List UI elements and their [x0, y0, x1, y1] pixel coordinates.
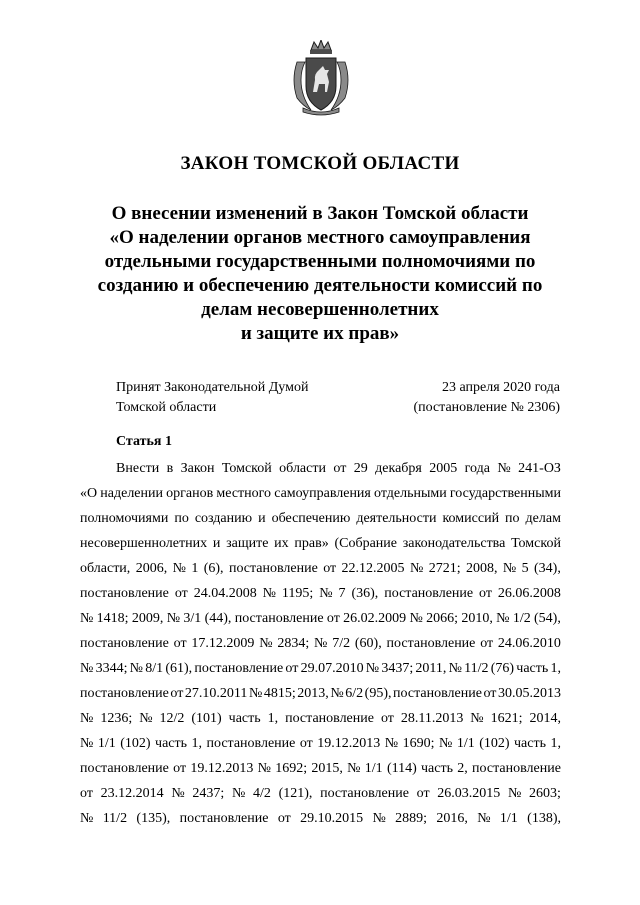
body-word: от — [174, 586, 188, 601]
law-title-line: и защите их прав» — [240, 323, 400, 344]
adopted-by-line: Томской области — [116, 400, 217, 415]
body-word: постановление — [472, 761, 561, 776]
body-word: № — [507, 786, 522, 801]
body-word: 11/2 — [464, 661, 489, 676]
body-word: 8/1 — [145, 661, 164, 676]
body-word: постановление — [194, 661, 284, 676]
body-word: 3/1 — [183, 611, 202, 626]
body-word: (102) — [479, 736, 510, 751]
body-word: по — [174, 511, 189, 526]
body-word: 1, — [267, 711, 279, 726]
body-text-line — [80, 681, 561, 706]
body-word: 2008, — [465, 561, 498, 576]
body-word: № — [139, 711, 153, 726]
body-word: 2005 — [429, 461, 458, 476]
body-text-line — [80, 731, 561, 756]
body-word: № — [262, 586, 276, 601]
body-word: 17.12.2009 — [191, 636, 255, 651]
body-word: № — [248, 686, 263, 701]
body-text-line — [80, 481, 561, 506]
body-word: и — [212, 536, 221, 551]
body-word: (36), — [351, 586, 379, 601]
body-text-line — [80, 806, 561, 831]
body-word: № — [166, 611, 181, 626]
body-text-line — [80, 506, 561, 531]
body-word: 2009, — [131, 611, 164, 626]
body-word: 11/2 — [102, 811, 128, 826]
body-word: постановление — [206, 736, 296, 751]
body-word: 1, — [191, 736, 202, 751]
body-word: № — [129, 661, 144, 676]
body-word: 7/2 — [332, 636, 351, 651]
body-word: 2603; — [529, 786, 561, 801]
article-heading: Статья 1 — [116, 434, 172, 449]
adopted-by-line: Принят Законодательной Думой — [116, 380, 309, 395]
body-word: 1195; — [281, 586, 314, 601]
body-word: их — [274, 536, 289, 551]
body-word: постановление — [320, 786, 409, 801]
body-word: 3344; — [95, 661, 128, 676]
body-word: 19.12.2013 — [190, 761, 254, 776]
body-word: 28.11.2013 — [400, 711, 464, 726]
body-word: 4/2 — [252, 786, 271, 801]
body-word: несовершеннолетних — [80, 536, 208, 551]
body-word: № — [384, 736, 399, 751]
body-word: постановление — [80, 761, 169, 776]
body-word: области, — [80, 561, 131, 576]
body-word: № — [438, 736, 453, 751]
body-word: 22.12.2005 — [341, 561, 405, 576]
article-body — [80, 456, 561, 831]
body-word: № — [497, 461, 511, 476]
body-word: № — [330, 686, 344, 701]
body-word: от — [416, 786, 430, 801]
body-word: 2889; — [395, 811, 428, 826]
body-word: (44), — [204, 611, 232, 626]
body-word: (6), — [203, 561, 224, 576]
body-word: 29.07.2010 — [300, 661, 364, 676]
adopted-by — [116, 378, 308, 418]
body-text-line — [80, 456, 561, 481]
body-word: от — [380, 711, 394, 726]
body-word: № — [314, 636, 328, 651]
adopted-date — [413, 378, 560, 418]
body-word: 26.06.2008 — [497, 586, 561, 601]
body-word: органов — [166, 486, 214, 501]
body-word: от — [173, 636, 187, 651]
body-word: часть — [228, 711, 261, 726]
body-word: 1, — [550, 736, 561, 751]
body-word: 241-ОЗ — [518, 461, 561, 476]
body-word: 2011, — [415, 661, 447, 676]
body-word: 5 — [521, 561, 529, 576]
body-word: Томской — [221, 461, 272, 476]
body-word: от — [479, 586, 492, 601]
body-word: 3437; — [381, 661, 414, 676]
body-word: обеспечению — [271, 511, 351, 526]
body-word: года — [464, 461, 490, 476]
body-word: отдельными — [374, 486, 447, 501]
body-word: № — [409, 561, 424, 576]
body-word: № — [80, 736, 94, 751]
law-title-line: О внесении изменений в Закон Томской области — [111, 203, 529, 224]
body-word: 2015, — [311, 761, 343, 776]
body-word: (138), — [527, 811, 561, 826]
body-word: (60), — [354, 636, 382, 651]
body-word: (135), — [136, 811, 171, 826]
body-word: 26.02.2009 — [343, 611, 407, 626]
body-word: № — [347, 761, 361, 776]
body-word: от — [277, 811, 291, 826]
body-word: от — [326, 611, 340, 626]
body-word: 2721; — [428, 561, 461, 576]
body-word: 1/2 — [512, 611, 531, 626]
body-word: 2, — [457, 761, 468, 776]
body-text-line — [80, 606, 561, 631]
body-word: 12/2 — [159, 711, 185, 726]
body-word: по — [505, 511, 520, 526]
body-word: самоуправления — [274, 486, 371, 501]
body-word: от — [285, 661, 299, 676]
body-word: (102) — [120, 736, 151, 751]
law-title-line: созданию и обеспечению деятельности комиссий по — [97, 275, 543, 296]
body-word: законодательства — [402, 536, 506, 551]
body-word: от — [480, 636, 494, 651]
body-word: полномочиями — [80, 511, 169, 526]
body-word: № — [372, 811, 386, 826]
body-word: 1418; — [96, 611, 129, 626]
body-word: постановление — [234, 611, 324, 626]
body-word: постановление — [285, 711, 374, 726]
body-word: 2437; — [192, 786, 225, 801]
body-word: 2834; — [277, 636, 310, 651]
body-word: часть — [421, 761, 453, 776]
body-text-line — [80, 581, 561, 606]
body-word: 7 — [338, 586, 346, 601]
body-word: часть — [155, 736, 188, 751]
body-word: 2013, — [297, 686, 329, 701]
body-word: 24.04.2008 — [193, 586, 257, 601]
body-word: 29 — [353, 461, 368, 476]
body-word: часть — [514, 736, 546, 751]
body-word: 26.03.2015 — [437, 786, 501, 801]
body-word: (95), — [364, 686, 392, 701]
body-word: (34), — [534, 561, 561, 576]
body-text-line — [80, 706, 561, 731]
body-word: 1690; — [402, 736, 435, 751]
body-word: 1/1 — [456, 736, 475, 751]
body-word: наделении — [100, 486, 164, 501]
coat-of-arms-emblem — [289, 40, 353, 118]
adopted-date-line: 23 апреля 2020 года — [442, 380, 560, 395]
body-word: 6/2 — [345, 686, 364, 701]
body-word: (76) — [490, 661, 515, 676]
body-word: и — [258, 511, 266, 526]
body-word: 24.06.2010 — [497, 636, 561, 651]
body-word: местного — [216, 486, 272, 501]
body-word: № — [80, 661, 94, 676]
body-word: № — [259, 636, 273, 651]
body-word: делам — [525, 511, 561, 526]
body-text-line — [80, 656, 561, 681]
body-word: постановление — [393, 686, 482, 701]
body-word: № — [502, 561, 517, 576]
body-word: (101) — [191, 711, 222, 726]
law-title — [70, 202, 570, 346]
body-word: «О — [80, 486, 98, 501]
body-text-line — [80, 781, 561, 806]
body-word: № — [80, 811, 94, 826]
body-word: (114) — [386, 761, 417, 776]
body-word: защите — [226, 536, 269, 551]
body-word: (Собрание — [334, 536, 398, 551]
body-text-line — [80, 531, 561, 556]
body-word: 1/1 — [499, 811, 518, 826]
body-word: 2010, — [461, 611, 493, 626]
body-word: постановление — [179, 811, 269, 826]
body-word: часть — [516, 661, 549, 676]
body-word: № — [231, 786, 246, 801]
body-text-line — [80, 556, 561, 581]
body-word: от — [80, 786, 93, 801]
body-word: Закон — [180, 461, 215, 476]
body-word: 1/1 — [364, 761, 383, 776]
body-word: деятельности — [356, 511, 437, 526]
body-word: 2006, — [135, 561, 168, 576]
body-word: от — [483, 686, 497, 701]
body-word: 30.05.2013 — [497, 686, 561, 701]
body-word: государственными — [449, 486, 561, 501]
body-word: 1, — [550, 661, 561, 676]
body-word: Внести — [116, 461, 160, 476]
body-word: № — [172, 561, 186, 576]
body-word: № — [477, 811, 491, 826]
body-word: 1621; — [490, 711, 523, 726]
body-word: комиссий — [442, 511, 500, 526]
body-word: (54), — [534, 611, 561, 626]
law-heading: ЗАКОН ТОМСКОЙ ОБЛАСТИ — [180, 153, 460, 174]
body-word: декабря — [375, 461, 422, 476]
body-word: постановление — [384, 586, 474, 601]
body-word: 23.12.2014 — [100, 786, 164, 801]
body-word: от — [323, 561, 337, 576]
body-word: № — [171, 786, 185, 801]
body-text-line — [80, 756, 561, 781]
law-title-line: отдельными государственными полномочиями по — [104, 251, 536, 272]
body-word: постановление — [80, 636, 169, 651]
body-word: созданию — [194, 511, 253, 526]
body-word: 1/1 — [97, 736, 116, 751]
body-word: № — [80, 611, 94, 626]
body-word: 1 — [191, 561, 199, 576]
law-title-line: «О наделении органов местного самоуправления — [109, 227, 531, 248]
body-word: (61), — [165, 661, 193, 676]
body-word: № — [319, 586, 333, 601]
body-word: № — [470, 711, 484, 726]
body-word: области — [279, 461, 326, 476]
body-word: 29.10.2015 — [300, 811, 364, 826]
body-word: № — [365, 661, 380, 676]
body-word: № — [496, 611, 510, 626]
body-word: постановление — [386, 636, 476, 651]
body-word: от — [333, 461, 347, 476]
body-word: от — [170, 686, 184, 701]
adopted-resolution-line: (постановление № 2306) — [413, 400, 560, 415]
body-word: 2014, — [529, 711, 561, 726]
body-word: 19.12.2013 — [317, 736, 381, 751]
body-word: 1236; — [100, 711, 133, 726]
law-title-line: делам несовершеннолетних — [201, 299, 439, 320]
body-word: постановление — [80, 686, 169, 701]
body-word: № — [257, 761, 271, 776]
body-word: постановление — [228, 561, 318, 576]
body-word: № — [448, 661, 462, 676]
body-word: прав» — [294, 536, 329, 551]
body-word: 4815; — [263, 686, 296, 701]
body-word: в — [166, 461, 174, 476]
body-word: 1692; — [275, 761, 308, 776]
body-word: 2066; — [426, 611, 459, 626]
body-word: постановление — [80, 586, 169, 601]
body-word: от — [173, 761, 187, 776]
body-text-line — [80, 631, 561, 656]
body-word: 27.10.2011 — [184, 686, 248, 701]
body-word: (121), — [278, 786, 313, 801]
body-word: Томской — [511, 536, 561, 551]
body-word: от — [299, 736, 313, 751]
body-word: № — [80, 711, 94, 726]
body-word: 2016, — [436, 811, 468, 826]
body-word: № — [409, 611, 423, 626]
